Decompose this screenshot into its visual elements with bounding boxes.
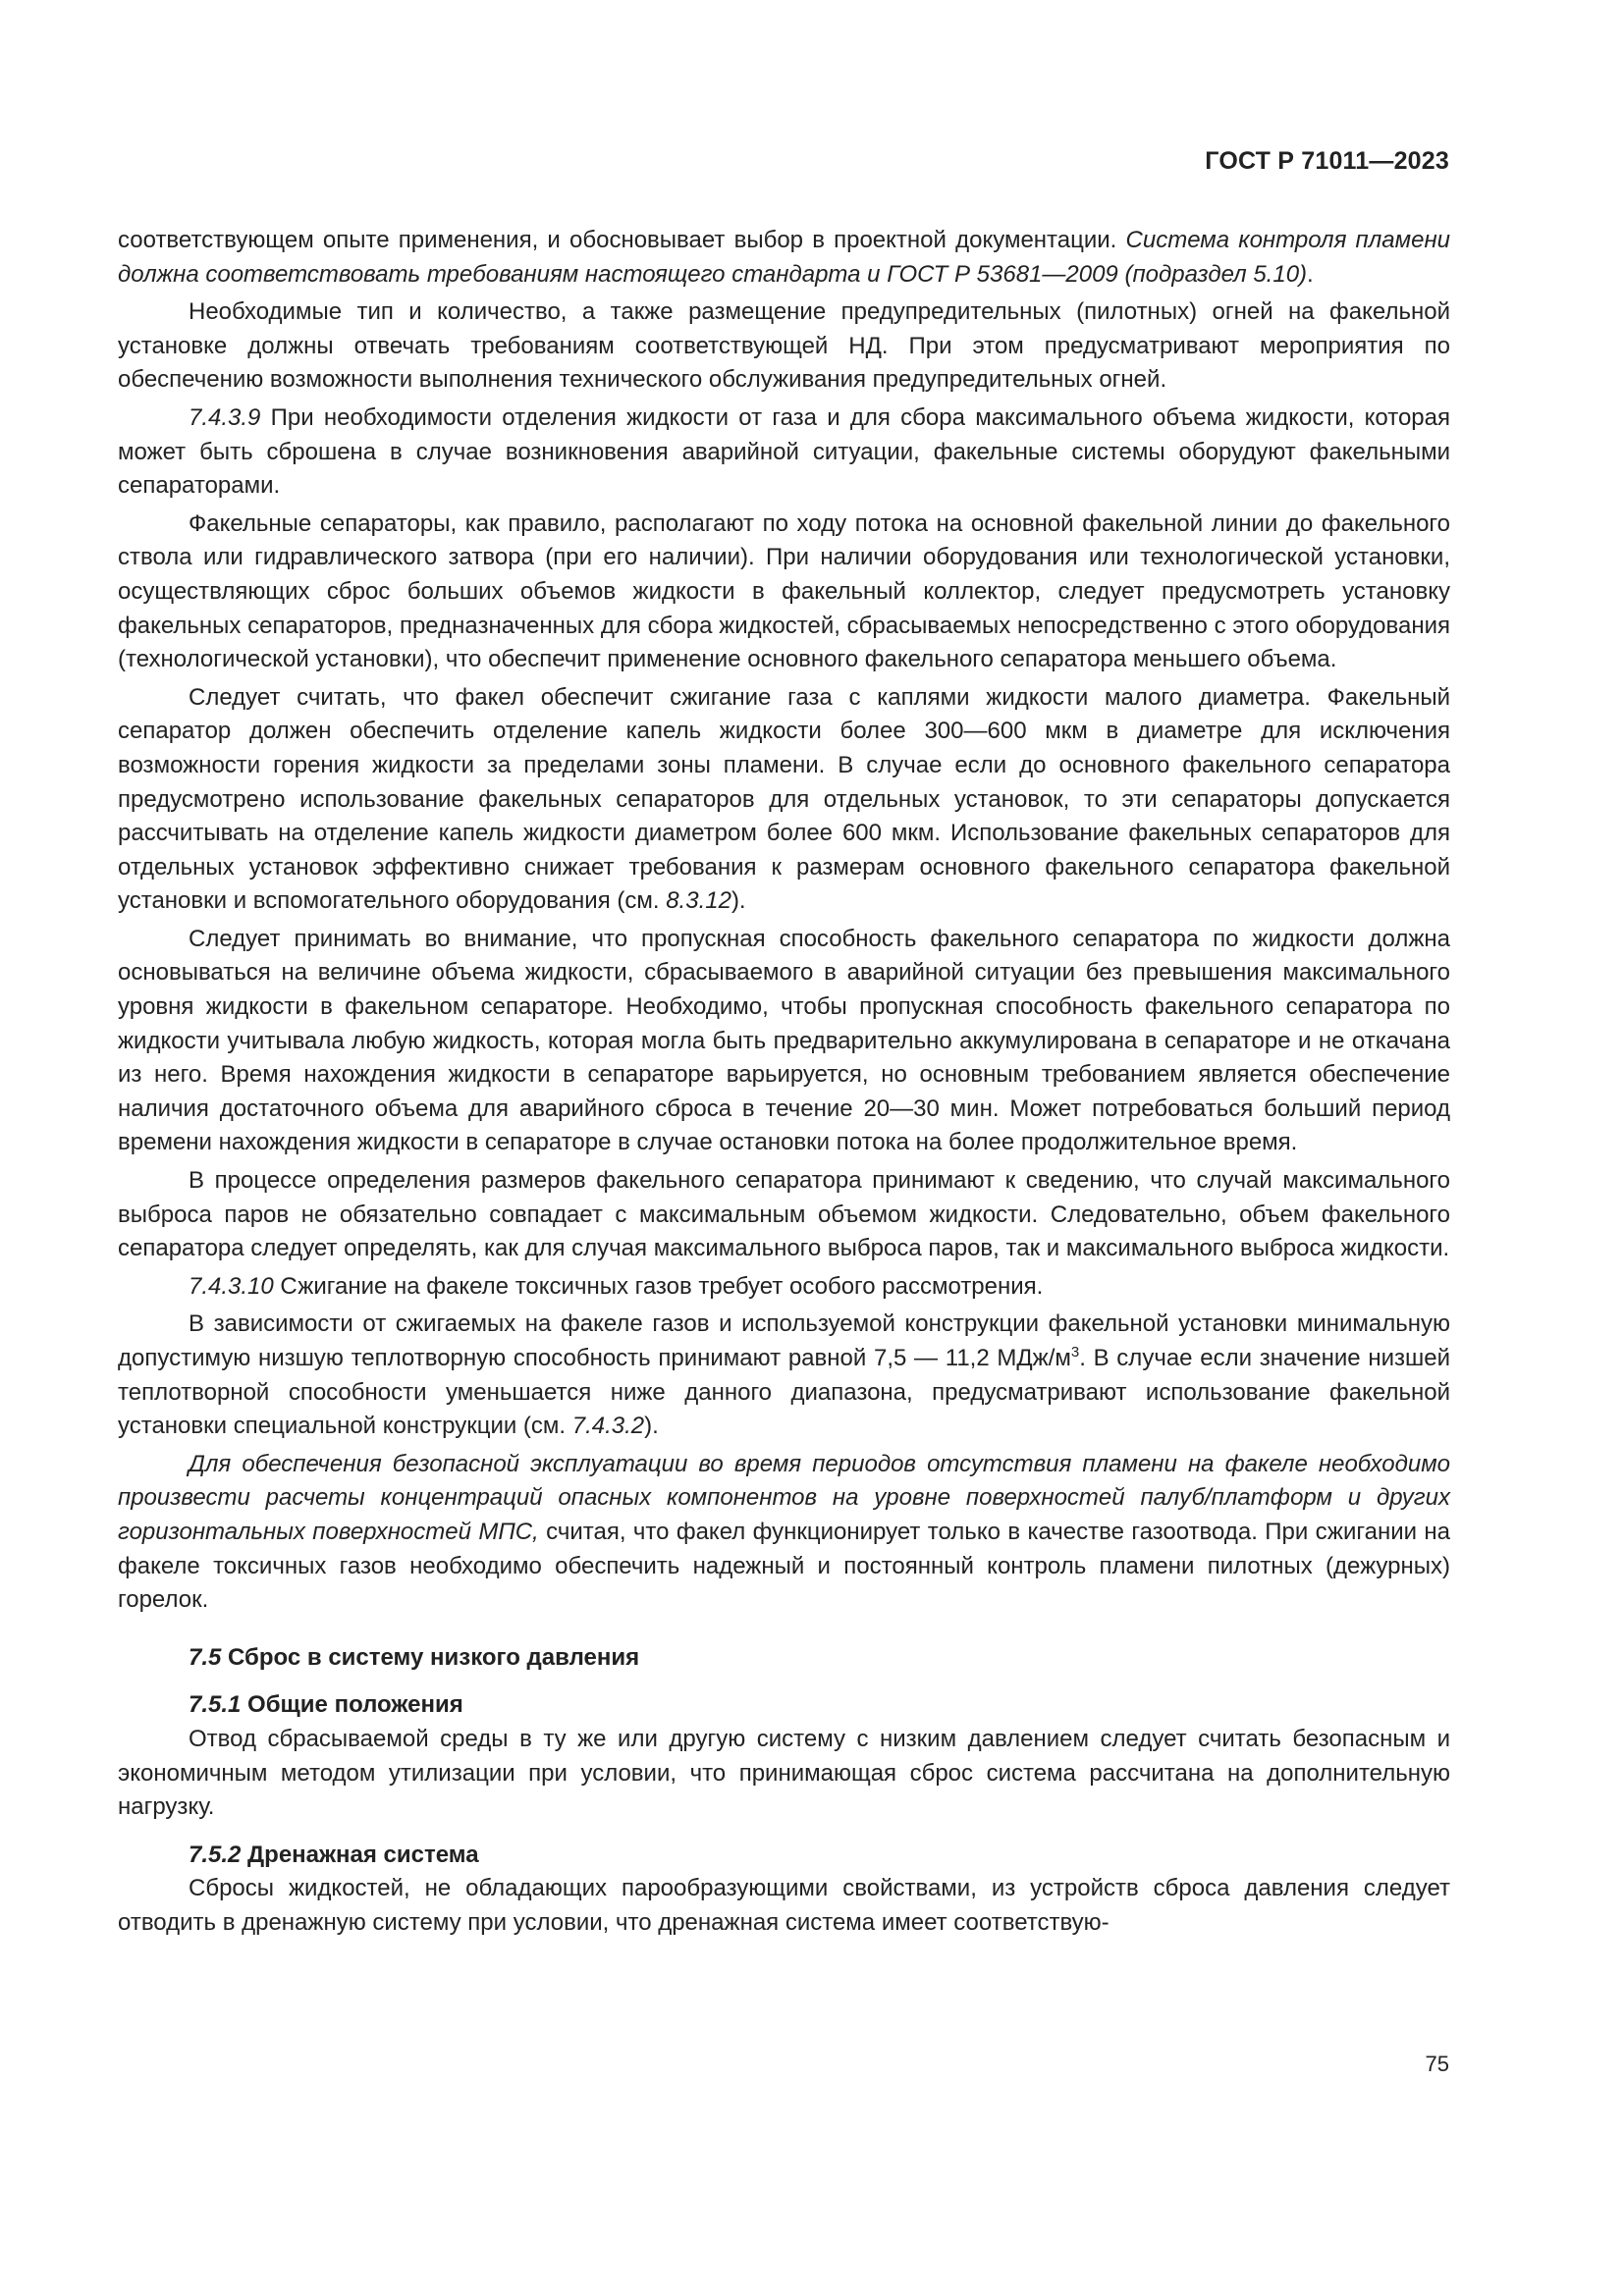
paragraph-heating-value: В зависимости от сжигаемых на факеле газов и используемой конструкции факельной установки минимальную допустимую низшую теплотворную способность принимают равной 7,5 — 11,2 МДж/$м^3$. В случае если значение низшей теплотворной способности уменьшается ниже данного диапазона, предусматривают использование факельной установки специальной конструкции (см. 7.4.3.2). [118,1310,1451,1440]
paragraph-separator-sizing: В процессе определения размеров факельного сепаратора принимают к сведению, что случай максимального выброса паров не обязательно совпадает с максимальным объемом жидкости. Следовательно, объем факельного сепаратора следует определять, как для случая максимального выброса паров, так и максимального выброса жидкости. [118,1167,1450,1262]
section-heading-7-5-2: 7.5.2 Дренажная система [189,1841,479,1868]
paragraph-safe-operation: Для обеспечения безопасной эксплуатации во время периодов отсутствия пламени на факеле необходимо произвести расчеты концентраций опасных компонентов на уровне поверхностей палуб/платформ и других горизонтальных поверхностей МПС, считая, что факел функционирует только в качестве газоотвода. При сжигании на факеле токсичных газов необходимо обеспечить надежный и постоянный контроль пламени пилотных (дежурных) горелок. [118,1450,1451,1614]
document-header: ГОСТ Р 71011—2023 [1205,147,1449,175]
section-heading-7-5: 7.5 Сброс в систему низкого давления [189,1643,640,1671]
paragraph-droplet-size: Следует считать, что факел обеспечит сжигание газа с каплями жидкости малого диаметра. Факельный сепаратор должен обеспечить отделение капель жидкости более 300—600 мкм в диаметре для исключения возможности горения жидкости за пределами зоны пламени. В случае если до основного факельного сепаратора предусмотрено использование факельных сепараторов для отдельных установок, то эти сепараторы допускается рассчитывать на отделение капель жидкости диаметром более 600 мкм. Использование факельных сепараторов для отдельных установок эффективно снижает требования к размерам основного факельного сепаратора факельной установки и вспомогательного оборудования (см. 8.3.12). [118,683,1450,915]
clause-number: 7.4.3.9 [189,403,261,431]
page-number: 75 [1425,2052,1449,2076]
paragraph-pilot-lights: Необходимые тип и количество, а также размещение предупредительных (пилотных) огней на факельной установке должны отвечать требованиям соответствующей НД. При этом предусматривают мероприятия по обеспечению возможности выполнения технического обслуживания предупредительных огней. [118,298,1450,394]
cross-reference: 7.4.3.2 [571,1413,645,1440]
paragraph-7-4-3-9: 7.4.3.9 При необходимости отделения жидкости от газа и для сбора максимального объема жидкости, которая может быть сброшена в случае возникновения аварийной ситуации, факельные системы оборудуют факельными сепараторами. [118,403,1450,500]
paragraph-low-pressure-discharge: Отвод сбрасываемой среды в ту же или другую систему с низким давлением следует считать безопасным и экономичным методом утилизации при условии, что принимающая сброс система рассчитана на дополнительную нагрузку. [118,1725,1450,1821]
document-body [118,224,1450,1945]
paragraph-liquid-capacity: Следует принимать во внимание, что пропускная способность факельного сепаратора по жидкости должна основываться на величине объема жидкости, сбрасываемого в аварийной ситуации без превышения максимального уровня жидкости в факельном сепараторе. Необходимо, чтобы пропускная способность факельного сепаратора по жидкости учитывала любую жидкость, которая могла быть предварительно аккумулирована в сепараторе и не откачана из него. Время нахождения жидкости в сепараторе варьируется, но основным требованием является обеспечение наличия достаточного объема для аварийного сброса в течение 20—30 мин. Может потребоваться больший период времени нахождения жидкости в сепараторе в случае остановки потока на более продолжительное время. [118,925,1450,1156]
clause-number: 7.4.3.10 [189,1272,274,1300]
cross-reference: 8.3.12 [666,887,731,915]
paragraph-7-4-3-10: 7.4.3.10 Сжигание на факеле токсичных газов требует особого рассмотрения. [189,1272,1044,1300]
paragraph-continuation: соответствующем опыте применения, и обосновывает выбор в проектной документации. Система контроля пламени должна соответствовать требованиям настоящего стандарта и ГОСТ Р 53681—2009 (подраздел 5.10). [118,227,1451,288]
section-heading-7-5-1: 7.5.1 Общие положения [189,1691,463,1719]
paragraph-drainage: Сбросы жидкостей, не обладающих парообразующими свойствами, из устройств сброса давления следует отводить в дренажную систему при условии, что дренажная система имеет соответствую- [118,1875,1450,1936]
paragraph-separator-location: Факельные сепараторы, как правило, располагают по ходу потока на основной факельной линии до факельного ствола или гидравлического затвора (при его наличии). При наличии оборудования или технологической установки, осуществляющих сброс больших объемов жидкости в факельный коллектор, следует предусмотреть установку факельных сепараторов, предназначенных для сбора жидкостей, сбрасываемых непосредственно с этого оборудования (технологической установки), что обеспечит применение основного факельного сепаратора меньшего объема. [118,509,1450,673]
